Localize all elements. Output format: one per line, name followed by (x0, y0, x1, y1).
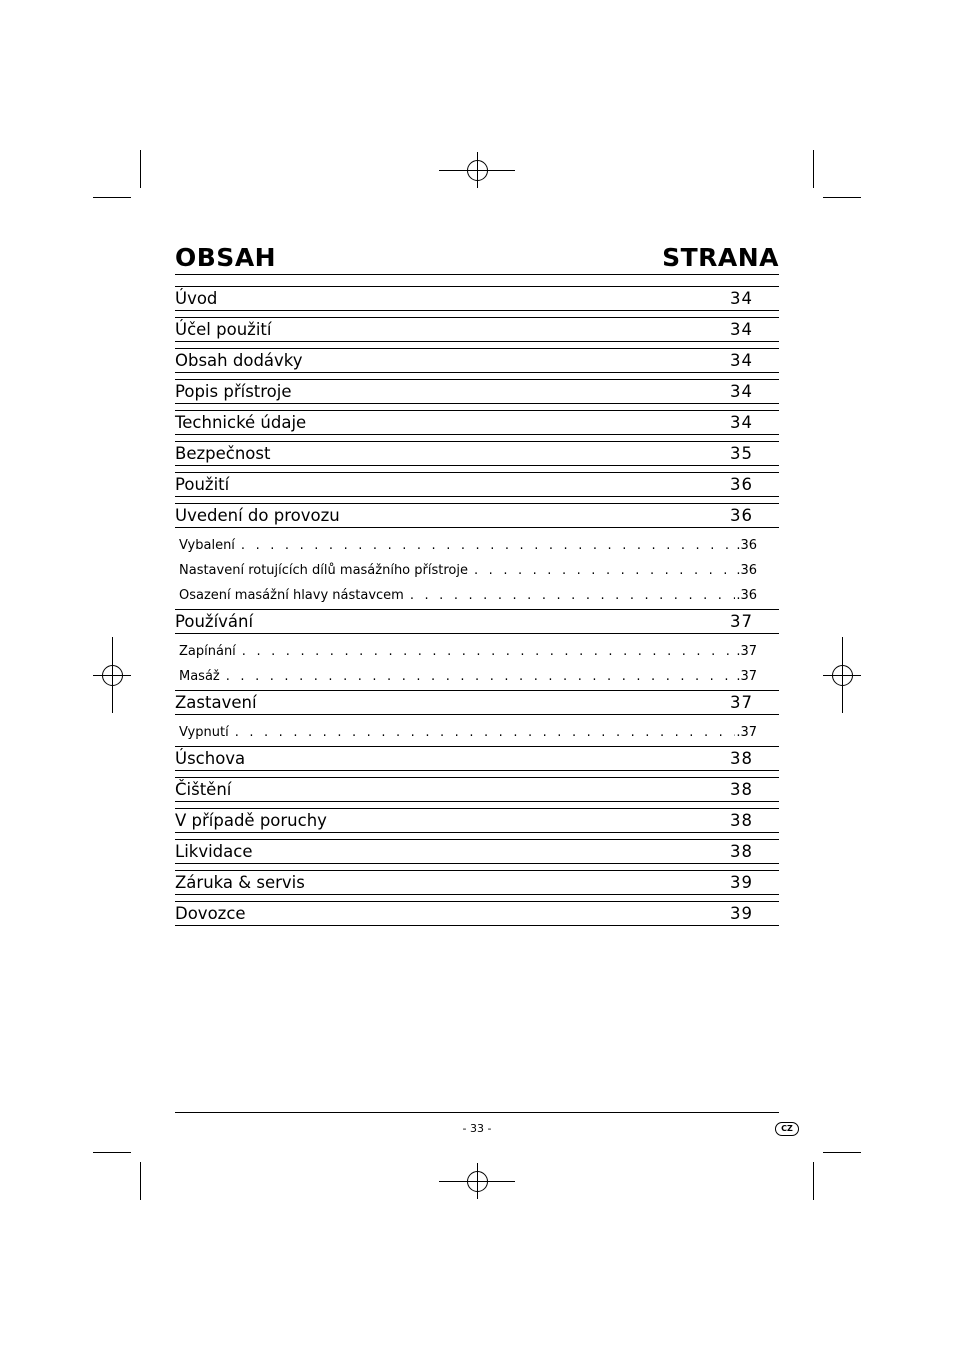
toc-chapter-uvedeni-do-provozu[interactable] (175, 503, 779, 528)
chapter-page: 36 (730, 506, 753, 525)
table-of-contents (175, 285, 779, 926)
toc-subsection-masaz[interactable] (179, 659, 757, 684)
toc-chapter-zaruka-servis[interactable] (175, 870, 779, 895)
toc-chapter-dovozce[interactable] (175, 901, 779, 926)
toc-subsection-vypnuti[interactable] (179, 715, 757, 740)
toc-subsection-osazeni[interactable] (179, 578, 757, 603)
chapter-page: 37 (730, 612, 753, 631)
toc-subsections (175, 634, 779, 690)
chapter-label: Technické údaje (175, 413, 307, 432)
chapter-page: 38 (730, 811, 753, 830)
toc-chapter-ucel-pouziti[interactable] (175, 317, 779, 342)
chapter-label: Používání (175, 612, 254, 631)
subsection-label: Osazení masážní hlavy nástavcem (179, 588, 404, 603)
chapter-label: Obsah dodávky (175, 351, 303, 370)
toc-chapter-likvidace[interactable] (175, 839, 779, 864)
toc-chapter-uvod[interactable] (175, 286, 779, 311)
chapter-label: Zastavení (175, 693, 257, 712)
toc-chapter-pouzivani[interactable] (175, 609, 779, 634)
chapter-page: 34 (730, 382, 753, 401)
dot-leader (226, 669, 736, 684)
toc-chapter-popis-pristroje[interactable] (175, 379, 779, 404)
chapter-page: 39 (730, 904, 753, 923)
chapter-page: 34 (730, 413, 753, 432)
chapter-label: Dovozce (175, 904, 246, 923)
subsection-page: .36 (736, 563, 757, 578)
chapter-page: 34 (730, 351, 753, 370)
page-title: OBSAH (175, 243, 277, 272)
dot-leader (242, 644, 736, 659)
chapter-page: 38 (730, 749, 753, 768)
dot-leader (235, 725, 736, 740)
chapter-page: 34 (730, 320, 753, 339)
chapter-page: 37 (730, 693, 753, 712)
chapter-page: 39 (730, 873, 753, 892)
chapter-page: 38 (730, 780, 753, 799)
toc-subsection-zapinani[interactable] (179, 634, 757, 659)
language-badge: CZ (775, 1122, 799, 1136)
chapter-label: Popis přístroje (175, 382, 292, 401)
subsection-page: .37 (736, 725, 757, 740)
chapter-label: Záruka & servis (175, 873, 305, 892)
chapter-label: Úvod (175, 289, 218, 308)
subsection-label: Vybalení (179, 538, 235, 553)
toc-chapter-obsah-dodavky[interactable] (175, 348, 779, 373)
subsection-page: .36 (736, 588, 757, 603)
toc-header (175, 244, 779, 275)
chapter-page: 36 (730, 475, 753, 494)
subsection-page: .37 (736, 669, 757, 684)
subsection-label: Masáž (179, 669, 220, 684)
toc-subsection-vybaleni[interactable] (179, 528, 757, 553)
dot-leader (410, 588, 735, 603)
dot-leader (474, 563, 735, 578)
chapter-label: Čištění (175, 780, 232, 799)
subsection-label: Zapínání (179, 644, 236, 659)
chapter-label: Likvidace (175, 842, 253, 861)
toc-chapter-v-pripade-poruchy[interactable] (175, 808, 779, 833)
chapter-label: Úschova (175, 749, 246, 768)
toc-subsections (175, 528, 779, 609)
subsection-label: Vypnutí (179, 725, 229, 740)
chapter-label: Uvedení do provozu (175, 506, 340, 525)
chapter-page: 34 (730, 289, 753, 308)
toc-chapter-bezpecnost[interactable] (175, 441, 779, 466)
subsection-page: .36 (736, 538, 757, 553)
subsection-label: Nastavení rotujících dílů masážního přístroje (179, 563, 468, 578)
chapter-label: V případě poruchy (175, 811, 327, 830)
page-number: - 33 - (462, 1122, 492, 1135)
subsection-page: .37 (736, 644, 757, 659)
chapter-page: 35 (730, 444, 753, 463)
chapter-label: Použití (175, 475, 230, 494)
toc-chapter-uschova[interactable] (175, 746, 779, 771)
chapter-page: 38 (730, 842, 753, 861)
toc-subsections (175, 715, 779, 746)
chapter-label: Bezpečnost (175, 444, 271, 463)
page-column-label: STRANA (662, 243, 779, 272)
toc-chapter-zastaveni[interactable] (175, 690, 779, 715)
toc-chapter-cisteni[interactable] (175, 777, 779, 802)
toc-chapter-pouziti[interactable] (175, 472, 779, 497)
toc-chapter-technicke-udaje[interactable] (175, 410, 779, 435)
chapter-label: Účel použití (175, 320, 272, 339)
toc-subsection-nastaveni[interactable] (179, 553, 757, 578)
dot-leader (241, 538, 735, 553)
footer-divider (175, 1112, 779, 1113)
